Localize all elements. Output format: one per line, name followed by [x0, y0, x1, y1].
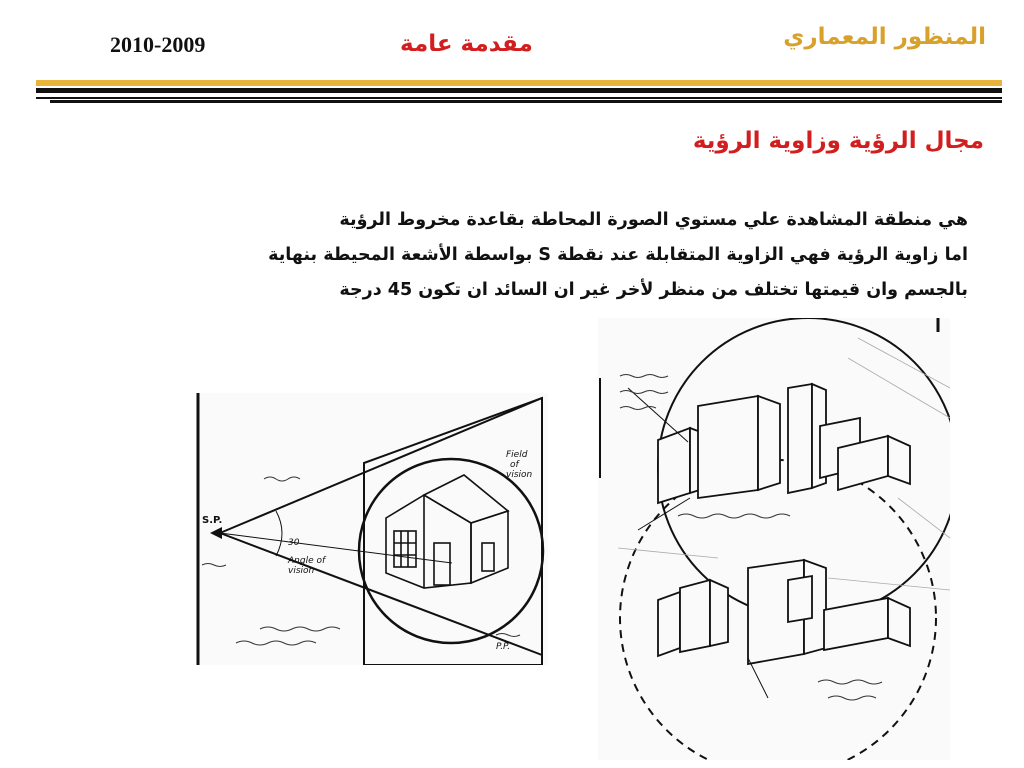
body-line-1: هي منطقة المشاهدة علي مستوي الصورة المحاطة بقاعدة مخروط الرؤية [339, 210, 968, 230]
section-title: مجال الرؤية وزاوية الرؤية [692, 128, 984, 154]
figure-cone-of-vision [196, 393, 548, 665]
header-title: المنظور المعماري [783, 24, 986, 50]
header-subtitle: مقدمة عامة [400, 31, 533, 57]
pp-label: P.P. [496, 642, 511, 652]
body-line-2: اما زاوية الرؤية فهي الزاوية المتقابلة عند نقطة S بواسطة الأشعة المحيطة بنهاية [268, 245, 968, 265]
circles-of-vision-drawing [598, 318, 950, 760]
header-rule-gold [36, 80, 1002, 86]
cone-of-vision-drawing [196, 393, 548, 665]
header-rule-black-bottom [50, 100, 1002, 103]
angle-label-1: Angle of [288, 556, 326, 566]
field-label-3: vision [506, 470, 533, 480]
header-rule-black-thin [36, 97, 1002, 99]
header-year: 2010-2009 [110, 32, 206, 57]
field-label-2: of [510, 460, 519, 470]
body-text [188, 203, 968, 308]
angle-degree: 30 [288, 538, 300, 548]
field-label-1: Field [506, 450, 528, 460]
sp-label: S.P. [202, 515, 223, 526]
figure-circles-of-vision [598, 318, 950, 760]
angle-label-2: vision [288, 566, 315, 576]
header-rule-black-thick [36, 88, 1002, 93]
body-line-3: بالجسم وان قيمتها تختلف من منظر لأخر غير ان السائد ان تكون 45 درجة [339, 280, 968, 300]
